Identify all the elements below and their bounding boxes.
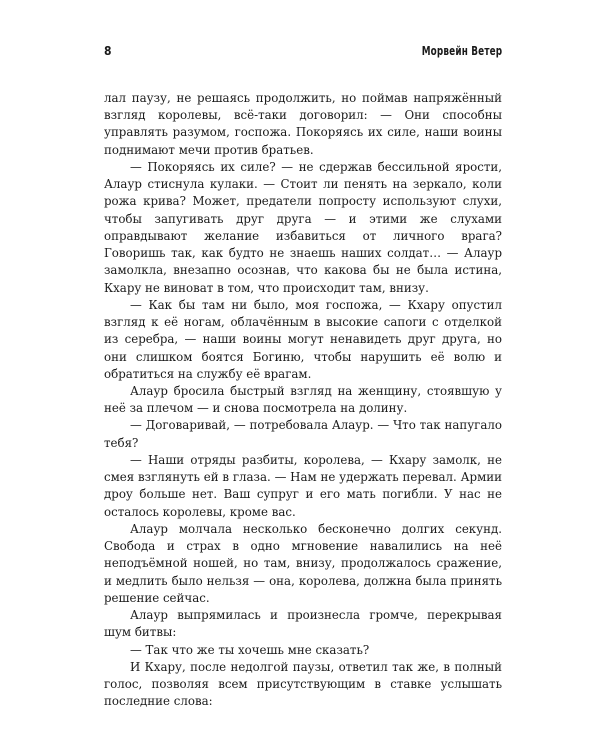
paragraph-5: — Договаривай, — потребовала Алаур. — Что так напугало тебя?	[104, 418, 502, 450]
body-text	[104, 90, 502, 710]
paragraph-4: Алаур бросила быстрый взгляд на женщину, стоявшую у неё за плечом — и снова посмотрела на долину.	[104, 383, 502, 416]
running-title: Морвейн Ветер	[421, 44, 502, 58]
paragraph-2: — Покоряясь их силе? — не сдержав бессильной ярости, Алаур стиснула кулаки. — Стоит ли пенять на зеркало, коли рожа крива? Может, предатели попросту используют слухи, чтобы запугивать друг друга — и этими же слухами оправдывают желание избавиться от личного врага? Говоришь так, как будто не знаешь наших солдат… — Алаур замолкла, внезапно осознав, что какова бы не была истина, Кхару не виноват в том, что происходит там, внизу.	[104, 159, 502, 295]
page-number: 8	[104, 44, 113, 58]
paragraph-1: лал паузу, не решаясь продолжить, но поймав напряжённый взгляд королевы, всё-таки договорил: — Они способны управлять разумом, госпожа. Покоряясь их силе, наши воины поднимают мечи против братьев.	[104, 91, 502, 157]
running-header	[104, 44, 502, 66]
paragraph-7: Алаур молчала несколько бесконечно долгих секунд. Свобода и страх в одно мгновение навалились на неё неподъёмной ношей, но там, внизу, продолжалось сражение, и медлить было нельзя — она, королева, должна была принять решение сейчас.	[104, 521, 502, 605]
paragraph-6: — Наши отряды разбиты, королева, — Кхару замолк, не смея взглянуть ей в глаза. — Нам не удержать перевал. Армии дроу больше нет. Ваш супруг и его мать погибли. У нас не осталось королевы, кроме вас.	[104, 452, 502, 519]
book-page	[104, 44, 502, 710]
paragraph-3: — Как бы там ни было, моя госпожа, — Кхару опустил взгляд к её ногам, облачённым в высокие сапоги с отделкой из серебра, — наши воины могут ненавидеть друг друга, но они слишком боятся Богиню, чтобы нарушить её волю и обратиться на службу её врагам.	[104, 297, 502, 381]
paragraph-10: И Кхару, после недолгой паузы, ответил так же, в полный голос, позволяя всем присутствующим в ставке услышать последние слова:	[104, 659, 502, 709]
paragraph-9: — Так что же ты хочешь мне сказать?	[130, 642, 370, 657]
paragraph-8: Алаур выпрямилась и произнесла громче, перекрывая шум битвы:	[104, 608, 502, 640]
